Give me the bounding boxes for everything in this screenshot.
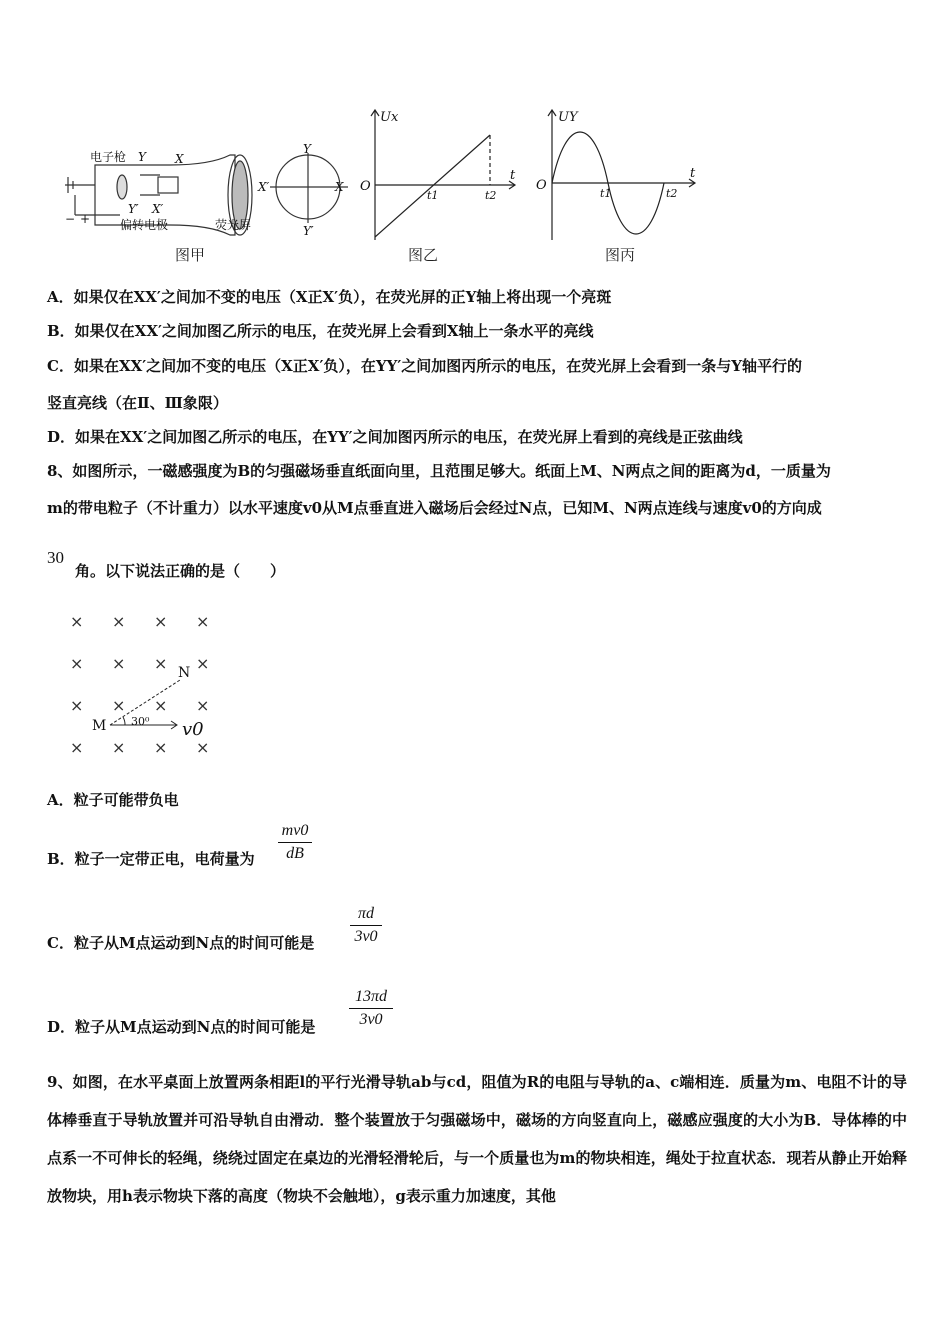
figure-jia	[60, 142, 350, 245]
label-X: X	[175, 152, 184, 166]
q8-stem-3: 角。以下说法正确的是（ ）	[75, 562, 286, 580]
cross-mark: ×	[154, 654, 168, 673]
fraction-c	[350, 905, 382, 946]
q8-stem-1: 8、如图所示，一磁感强度为B的匀强磁场垂直纸面向里，且范围足够大。纸面上M、N两点之间的距离为d，一质量为	[47, 462, 831, 480]
cross-mark: ×	[154, 738, 168, 757]
axis-t: t	[510, 168, 516, 183]
origin-o: O	[536, 178, 547, 193]
cross-mark: ×	[112, 738, 126, 757]
cross-mark: ×	[112, 654, 126, 673]
q7-option-c: C．如果在XX′之间加不变的电压（X正X′负），在YY′之间加图丙所示的电压，在荧光屏上会看到一条与Y轴平行的	[47, 357, 802, 375]
q8-option-a: A．粒子可能带负电	[47, 791, 179, 809]
cross-mark: ×	[196, 738, 210, 757]
label-angle: 30⁰	[131, 715, 150, 728]
label-plus: +	[80, 212, 91, 226]
label-gun: 电子枪	[90, 150, 127, 164]
cross-mark: ×	[196, 654, 210, 673]
q8-option-c: C．粒子从M点运动到N点的时间可能是	[47, 934, 315, 952]
fraction-c-den: 3v0	[354, 928, 378, 945]
figure-bing	[530, 105, 700, 245]
cross-mark: ×	[112, 612, 126, 631]
label-Xp: X′	[152, 202, 164, 216]
label-v0: v0	[182, 719, 204, 740]
cross-mark: ×	[196, 612, 210, 631]
label-screen-Y: Y	[303, 142, 311, 156]
q8-stem-2: m的带电粒子（不计重力）以水平速度v0从M点垂直进入磁场后会经过N点，已知M、N两点连线与速度v0的方向成	[47, 499, 822, 517]
tick-t2: t2	[485, 189, 497, 202]
label-minus: −	[65, 212, 76, 226]
q7-option-b: B．如果仅在XX′之间加图乙所示的电压，在荧光屏上会看到X轴上一条水平的亮线	[47, 322, 594, 340]
caption-bing: 图丙	[605, 246, 636, 264]
label-deflect: 偏转电极	[120, 218, 169, 232]
label-screen: 荧光屏	[215, 218, 252, 232]
cross-mark: ×	[154, 696, 168, 715]
label-Yp: Y′	[128, 202, 139, 216]
q8-field-figure	[65, 605, 225, 765]
cross-mark: ×	[112, 696, 126, 715]
tick-t1: t1	[600, 187, 612, 200]
cross-mark: ×	[196, 696, 210, 715]
q7-option-a: A．如果仅在XX′之间加不变的电压（X正X′负），在荧光屏的正Y轴上将出现一个亮斑	[47, 288, 612, 306]
caption-yi: 图乙	[408, 246, 439, 264]
fraction-d-den: 3v0	[359, 1011, 383, 1028]
label-screen-Xp: X′	[258, 180, 270, 194]
label-n: N	[178, 665, 191, 681]
label-screen-X: X	[335, 180, 344, 194]
label-m: M	[92, 718, 107, 734]
q8-option-d: D．粒子从M点运动到N点的时间可能是	[47, 1018, 316, 1036]
cross-mark: ×	[70, 696, 84, 715]
fraction-b-den: dB	[286, 845, 304, 862]
cross-mark: ×	[70, 654, 84, 673]
q7-option-d: D．如果在XX′之间加图乙所示的电压，在YY′之间加图丙所示的电压，在荧光屏上看到的亮线是正弦曲线	[47, 428, 743, 446]
fraction-d-num: 13πd	[354, 988, 387, 1005]
q8-option-b: B．粒子一定带正电，电荷量为	[47, 850, 255, 868]
q9-text: 9、如图，在水平桌面上放置两条相距l的平行光滑导轨ab与cd，阻值为R的电阻与导轨的a、c端相连．质量为m、电阻不计的导体棒垂直于导轨放置并可沿导轨自由滑动．整个装置放于匀强磁场中，磁场的方向竖直向上，磁感应强度的大小为B．导体棒的中点系一不可伸长的轻绳，绕绕过固定在桌边的光滑轻滑轮后，与一个质量也为m的物块相连，绳处于拉直状态．现若从静止开始释放物块，用h表示物块下落的高度（物块不会触地），g表示重力加速度，其他	[47, 1073, 907, 1205]
axis-ux: Ux	[380, 110, 399, 125]
caption-jia: 图甲	[175, 246, 206, 264]
tick-t1: t1	[427, 189, 439, 202]
cross-mark: ×	[70, 612, 84, 631]
q7-option-c-cont: 竖直亮线（在Ⅱ、Ⅲ象限）	[47, 394, 228, 412]
cross-mark: ×	[154, 612, 168, 631]
origin-o: O	[360, 179, 371, 194]
fraction-c-num: πd	[357, 905, 374, 922]
label-screen-Yp: Y′	[303, 224, 314, 238]
figure-yi	[355, 105, 525, 245]
axis-uy: UY	[558, 110, 578, 125]
label-Y: Y	[138, 150, 146, 164]
q8-angle-value: 30	[47, 548, 64, 567]
fraction-d	[349, 988, 393, 1029]
fraction-b	[278, 822, 312, 863]
cross-mark: ×	[70, 738, 84, 757]
axis-t: t	[690, 166, 696, 181]
fraction-b-num: mv0	[281, 822, 309, 839]
tick-t2: t2	[666, 187, 678, 200]
